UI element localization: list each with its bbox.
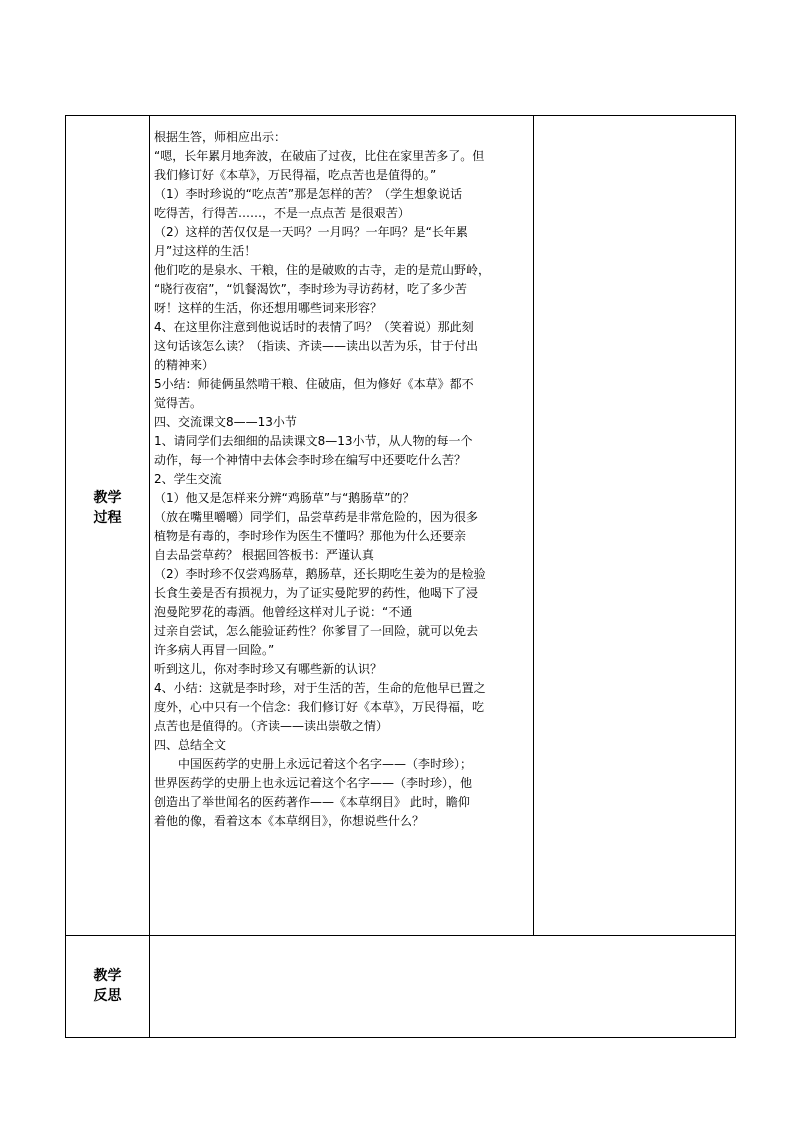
- text-line: 动作，每一个神情中去体会李时珍在编写中还要吃什么苦？: [154, 453, 467, 467]
- text-line: 1、请同学们去细细的品读课文8—13小节，从人物的每一个: [154, 434, 473, 448]
- text-line: 4、在这里你注意到他说话时的表情了吗？（笑着说）那此刻: [154, 320, 474, 334]
- text-line: 泡曼陀罗花的毒酒。他曾经这样对儿子说：“不通: [154, 605, 413, 619]
- text-line: “嗯，长年累月地奔波，在破庙了过夜，比住在家里苦多了。但: [154, 149, 485, 163]
- text-line: 我们修订好《本草》，万民得福，吃点苦也是值得的。”: [154, 168, 437, 182]
- text-line: 创造出了举世闻名的医药著作——《本草纲目》 此时，瞻仰: [154, 795, 470, 809]
- text-line: （放在嘴里嚼嚼）同学们，品尝草药是非常危险的，因为很多: [154, 510, 479, 524]
- text-line: 世界医药学的史册上也永远记着这个名字——（李时珍），他: [154, 776, 473, 790]
- text-line: 长食生姜是否有损视力，为了证实曼陀罗的药性，他喝下了浸: [154, 586, 479, 600]
- text-line: 许多病人再冒一回险。”: [154, 643, 275, 657]
- text-line: 植物是有毒的，李时珍作为医生不懂吗？那他为什么还要亲: [154, 529, 467, 543]
- reflection-label: [66, 966, 149, 1006]
- text-line: 点苦也是值得的。（齐读——读出崇敬之情）: [154, 719, 389, 733]
- text-line: 2、学生交流: [154, 472, 222, 486]
- text-line: 四、交流课文8——13小节: [154, 415, 297, 429]
- reflection-label-line2: 反思: [93, 988, 122, 1004]
- text-line: （2）李时珍不仅尝鸡肠草，鹅肠草，还长期吃生姜为的是检验: [154, 567, 486, 581]
- text-line: 觉得苦。: [154, 396, 203, 410]
- lesson-plan-table: [65, 115, 736, 1038]
- text-line: 吃得苦，行得苦……，不是一点点苦 是很艰苦）: [154, 206, 410, 220]
- text-line: 呀！这样的生活，你还想用哪些词来形容？: [154, 301, 383, 315]
- text-line: （2）这样的苦仅仅是一天吗？一月吗？一年吗？是“长年累: [154, 225, 468, 239]
- text-line: 根据生答，师相应出示：: [154, 130, 287, 144]
- text-line: 5小结：师徒俩虽然啃干粮、住破庙，但为修好《本草》都不: [154, 377, 474, 391]
- process-content: [154, 128, 530, 831]
- process-label-line2: 过程: [93, 510, 122, 526]
- text-line: 听到这儿，你对李时珍又有哪些新的认识？: [154, 662, 383, 676]
- text-line: 着他的像，看着这本《本草纲目》，你想说些什么？: [154, 814, 425, 828]
- text-line: 的精神来）: [154, 358, 215, 372]
- text-line: “晓行夜宿”，“饥餐渴饮”，李时珍为寻访药材，吃了多少苦: [154, 282, 467, 296]
- text-line: 度外，心中只有一个信念：我们修订好《本草》，万民得福，吃: [154, 700, 485, 714]
- text-line: 中国医药学的史册上永远记着这个名字——（李时珍）；: [178, 757, 473, 771]
- text-line: 这句话该怎么读？（指读、齐读——读出以苦为乐，甘于付出: [154, 339, 479, 353]
- column-divider-right: [533, 116, 534, 935]
- text-line: 四、总结全文: [154, 738, 227, 752]
- text-line: （1）李时珍说的“吃点苦”那是怎样的苦？（学生想象说话: [154, 187, 463, 201]
- text-line: （1）他又是怎样来分辨“鸡肠草”与“鹅肠草”的？: [154, 491, 415, 505]
- text-line: 过亲自尝试，怎么能验证药性？你爹冒了一回险，就可以免去: [154, 624, 479, 638]
- text-line: 他们吃的是泉水、干粮，住的是破败的古寺，走的是荒山野岭，: [154, 263, 491, 277]
- column-divider-left: [149, 116, 150, 1037]
- text-line: 自去品尝草药？ 根据回答板书：严谨认真: [154, 548, 374, 562]
- process-label: [66, 488, 149, 528]
- reflection-label-line1: 教学: [93, 968, 122, 984]
- process-label-line1: 教学: [93, 490, 122, 506]
- row-divider: [66, 935, 735, 936]
- text-line: 月”过这样的生活！: [154, 244, 257, 258]
- text-line: 4、小结：这就是李时珍，对于生活的苦，生命的危他早已置之: [154, 681, 486, 695]
